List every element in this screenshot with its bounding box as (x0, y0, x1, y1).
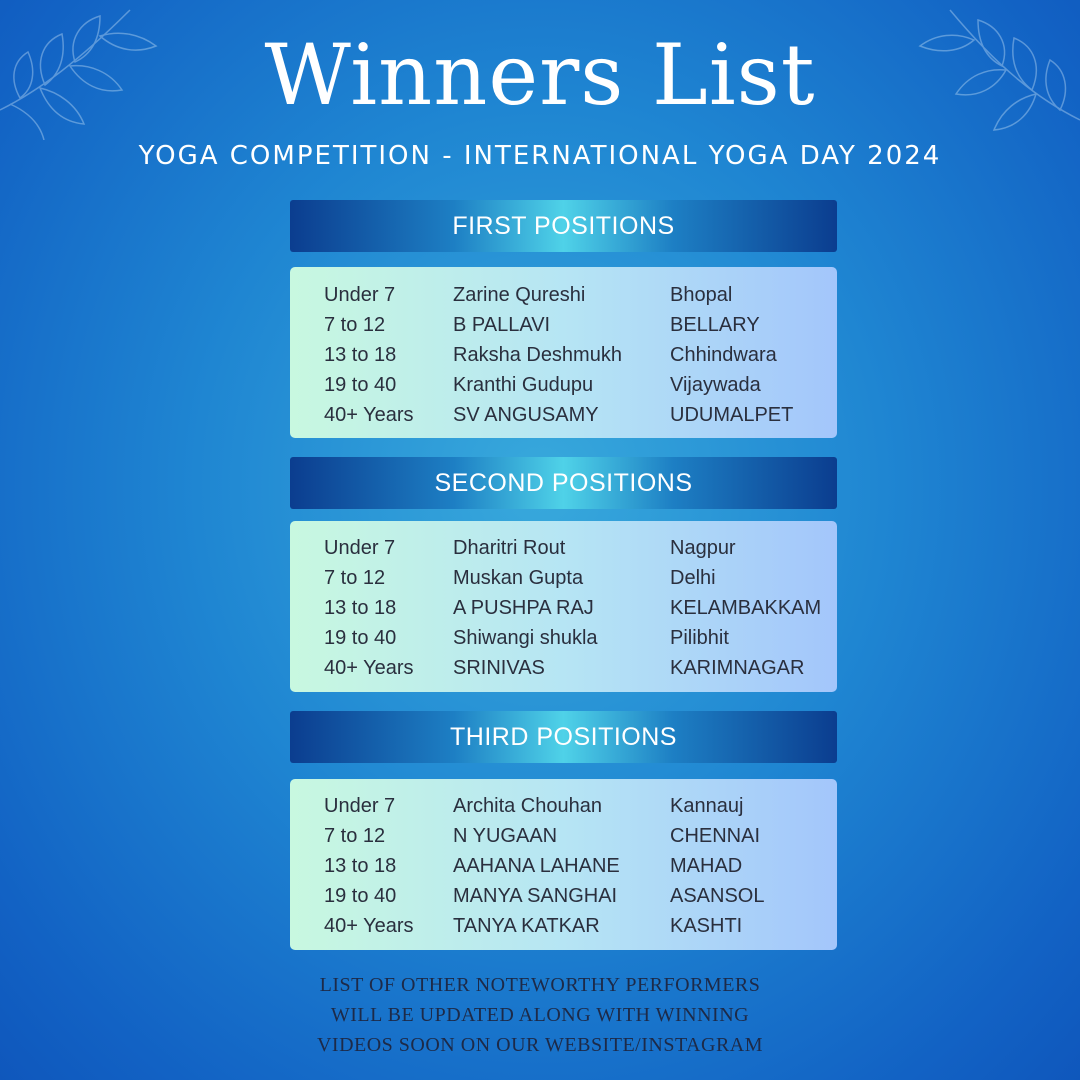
winner-name: Dharitri Rout (453, 537, 566, 559)
age-group: 13 to 18 (324, 344, 397, 366)
winner-city: Chhindwara (670, 344, 777, 366)
winner-name: Archita Chouhan (453, 795, 602, 817)
winner-name: N YUGAAN (453, 825, 558, 847)
age-group: 7 to 12 (324, 567, 386, 589)
footer-line: LIST OF OTHER NOTEWORTHY PERFORMERS (319, 974, 761, 996)
age-group: 13 to 18 (324, 597, 397, 619)
table-row (290, 821, 837, 851)
winner-name: MANYA SANGHAI (453, 885, 618, 907)
table-row (290, 310, 837, 340)
footer-line: WILL BE UPDATED ALONG WITH WINNING (330, 1004, 750, 1026)
table-row (290, 653, 837, 683)
table-row (290, 340, 837, 370)
winner-name: Kranthi Gudupu (453, 374, 594, 396)
page-subtitle: YOGA COMPETITION - INTERNATIONAL YOGA DAY 2024 (138, 141, 942, 171)
footer-line: VIDEOS SOON ON OUR WEBSITE/INSTAGRAM (316, 1034, 764, 1056)
table-row (290, 623, 837, 653)
winner-city: BELLARY (670, 314, 760, 336)
age-group: Under 7 (324, 284, 396, 306)
winner-name: Muskan Gupta (453, 567, 584, 589)
winner-name: Raksha Deshmukh (453, 344, 622, 366)
winner-city: Nagpur (670, 537, 736, 559)
age-group: 40+ Years (324, 404, 414, 426)
winner-city: MAHAD (670, 855, 743, 877)
winner-city: CHENNAI (670, 825, 761, 847)
third-positions-panel (290, 779, 837, 950)
winner-city: Kannauj (670, 795, 744, 817)
winner-name: AAHANA LAHANE (453, 855, 620, 877)
age-group: 7 to 12 (324, 314, 386, 336)
age-group: 19 to 40 (324, 885, 397, 907)
winner-name: Zarine Qureshi (453, 284, 586, 306)
age-group: 40+ Years (324, 915, 414, 937)
first-positions-panel (290, 267, 837, 438)
winner-city: Delhi (670, 567, 716, 589)
age-group: 19 to 40 (324, 627, 397, 649)
winner-city: Bhopal (670, 284, 733, 306)
first-positions-header: FIRST POSITIONS (290, 200, 837, 252)
table-row (290, 881, 837, 911)
page-title: Winners List (264, 26, 816, 124)
table-row (290, 791, 837, 821)
winner-city: UDUMALPET (670, 404, 794, 426)
winner-city: Vijaywada (670, 374, 761, 396)
winner-name: SRINIVAS (453, 657, 545, 679)
age-group: 40+ Years (324, 657, 414, 679)
table-row (290, 593, 837, 623)
winner-name: B PALLAVI (453, 314, 551, 336)
table-row (290, 400, 837, 430)
winner-name: TANYA KATKAR (453, 915, 600, 937)
winner-city: KELAMBAKKAM (670, 597, 822, 619)
age-group: 7 to 12 (324, 825, 386, 847)
winner-city: ASANSOL (670, 885, 765, 907)
winner-name: Shiwangi shukla (453, 627, 598, 649)
winner-name: A PUSHPA RAJ (453, 597, 594, 619)
winner-name: SV ANGUSAMY (453, 404, 599, 426)
winner-city: KARIMNAGAR (670, 657, 805, 679)
table-row (290, 563, 837, 593)
table-row (290, 911, 837, 941)
winner-city: KASHTI (670, 915, 743, 937)
second-positions-panel (290, 521, 837, 692)
footer-note (0, 970, 1080, 1060)
age-group: 13 to 18 (324, 855, 397, 877)
table-row (290, 280, 837, 310)
table-row (290, 370, 837, 400)
age-group: 19 to 40 (324, 374, 397, 396)
second-positions-header: SECOND POSITIONS (290, 457, 837, 509)
table-row (290, 533, 837, 563)
table-row (290, 851, 837, 881)
age-group: Under 7 (324, 795, 396, 817)
winner-city: Pilibhit (670, 627, 729, 649)
third-positions-header: THIRD POSITIONS (290, 711, 837, 763)
age-group: Under 7 (324, 537, 396, 559)
